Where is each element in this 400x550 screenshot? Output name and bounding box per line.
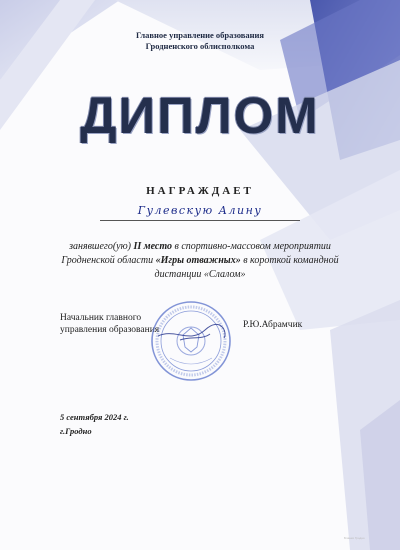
official-seal-stamp	[150, 300, 232, 382]
place-label: II место	[133, 241, 172, 252]
award-description	[60, 240, 340, 282]
event-name: «Игры отважных»	[155, 255, 241, 266]
authority-line2: Гродненского облисполкома	[145, 41, 255, 51]
signer-position-line2: управления образования	[60, 325, 160, 335]
issue-info	[60, 410, 129, 438]
printer-watermark: Бланки Гродно	[344, 536, 365, 540]
issuing-authority	[110, 30, 290, 52]
description-part2: в спортивно-массовом мероприятии Гродненской области	[61, 241, 331, 266]
diploma-title: ДИПЛОМ	[80, 87, 320, 144]
description-part1: занявшего(ую)	[69, 241, 134, 252]
issue-date: 5 сентября 2024 г.	[60, 412, 129, 422]
signer-name: Р.Ю.Абрамчик	[243, 320, 303, 330]
recipient-underline	[100, 220, 300, 221]
awards-heading: НАГРАЖДАЕТ	[146, 185, 254, 197]
recipient-name: Гулевскую Алину	[137, 204, 263, 217]
signer-position-line1: Начальник главного	[60, 313, 142, 323]
description-part3: в короткой командной дистанции «Слалом»	[154, 255, 339, 280]
authority-line1: Главное управление образования	[135, 30, 265, 40]
issue-place: г.Гродно	[60, 426, 92, 436]
